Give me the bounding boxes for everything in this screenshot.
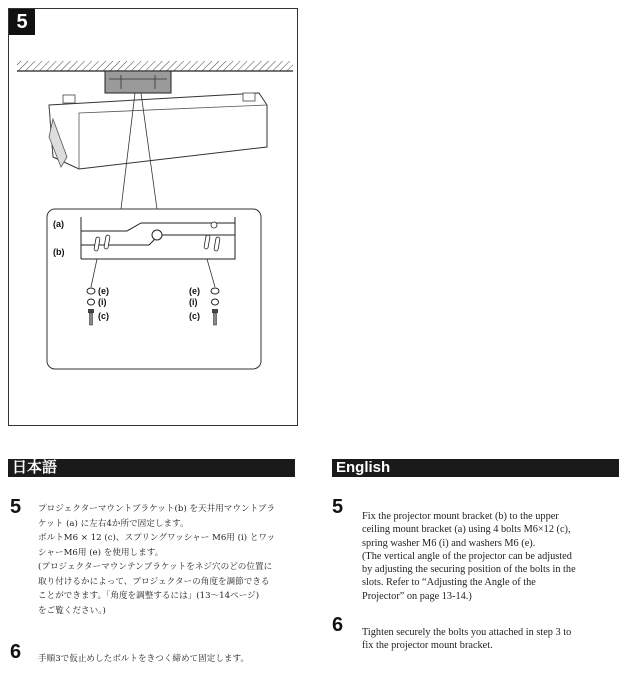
en-step6-line: fix the projector mount bracket. <box>362 640 493 652</box>
en-step5-text <box>362 510 620 603</box>
label-e-left: (e) <box>98 286 109 296</box>
en-step5-line: Fix the projector mount bracket (b) to the upper <box>362 511 559 522</box>
ceiling-hatch <box>17 61 293 71</box>
label-i-left: (i) <box>98 297 107 307</box>
en-step5-line: Projector” on page 13-14.) <box>362 590 472 602</box>
label-e-right: (e) <box>189 286 200 296</box>
en-step5-line: (The vertical angle of the projector can be adjusted <box>362 550 572 562</box>
jp-step5-line: シャーM6用 (e) を使用します。 <box>38 547 164 558</box>
en-step6-text <box>362 626 620 653</box>
japanese-section-header: 日本語 <box>8 459 295 477</box>
jp-step5-line: ケット (a) に左右4か所で固定します。 <box>38 518 189 529</box>
jp-step5-line: プロジェクターマウントブラケット(b) を天井用マウントブラ <box>38 504 276 514</box>
installation-figure <box>8 8 298 426</box>
figure-step-badge: 5 <box>9 9 35 35</box>
en-step6-line: Tighten securely the bolts you attached in step 3 to <box>362 627 572 638</box>
mount-bracket-illustration <box>9 9 299 427</box>
jp-step5-line: ボルトM6 × 12 (c)、スプリングワッシャー M6用 (i) とワッ <box>38 533 276 543</box>
label-c-left: (c) <box>98 311 109 321</box>
jp-step5-line: (プロジェクターマウンテンブラケットをネジ穴のどの位置に <box>38 562 273 572</box>
jp-step5-text <box>38 502 300 618</box>
ceiling-bracket-drawing <box>105 71 171 93</box>
jp-step5-line: ことができます。「角度を調整するには」(13～14ページ) <box>38 591 260 601</box>
jp-step5-line: 取り付けるかによって、プロジェクターの角度を調節できる <box>38 576 270 587</box>
jp-step5-line: をご覧ください。) <box>38 605 106 616</box>
en-step5-line: ceiling mount bracket (a) using 4 bolts M6×12 (c), <box>362 524 571 536</box>
english-section-header: English <box>332 459 619 477</box>
en-step5-number: 5 <box>332 496 344 518</box>
en-step6-number: 6 <box>332 614 344 636</box>
en-step5-line: slots. Refer to “Adjusting the Angle of the <box>362 577 536 589</box>
label-b: (b) <box>53 247 65 257</box>
en-step5-line: by adjusting the securing position of the bolts in the <box>362 564 576 576</box>
jp-step6-text: 手順3で仮止めしたボルトをきつく締めて固定します。 <box>38 654 250 664</box>
jp-step5-number: 5 <box>10 496 22 518</box>
label-i-right: (i) <box>189 297 198 307</box>
jp-step6-number: 6 <box>10 641 22 663</box>
label-a: (a) <box>53 219 64 229</box>
projector-drawing <box>49 93 267 169</box>
en-step5-line: spring washer M6 (i) and washers M6 (e). <box>362 537 536 549</box>
label-c-right: (c) <box>189 311 200 321</box>
